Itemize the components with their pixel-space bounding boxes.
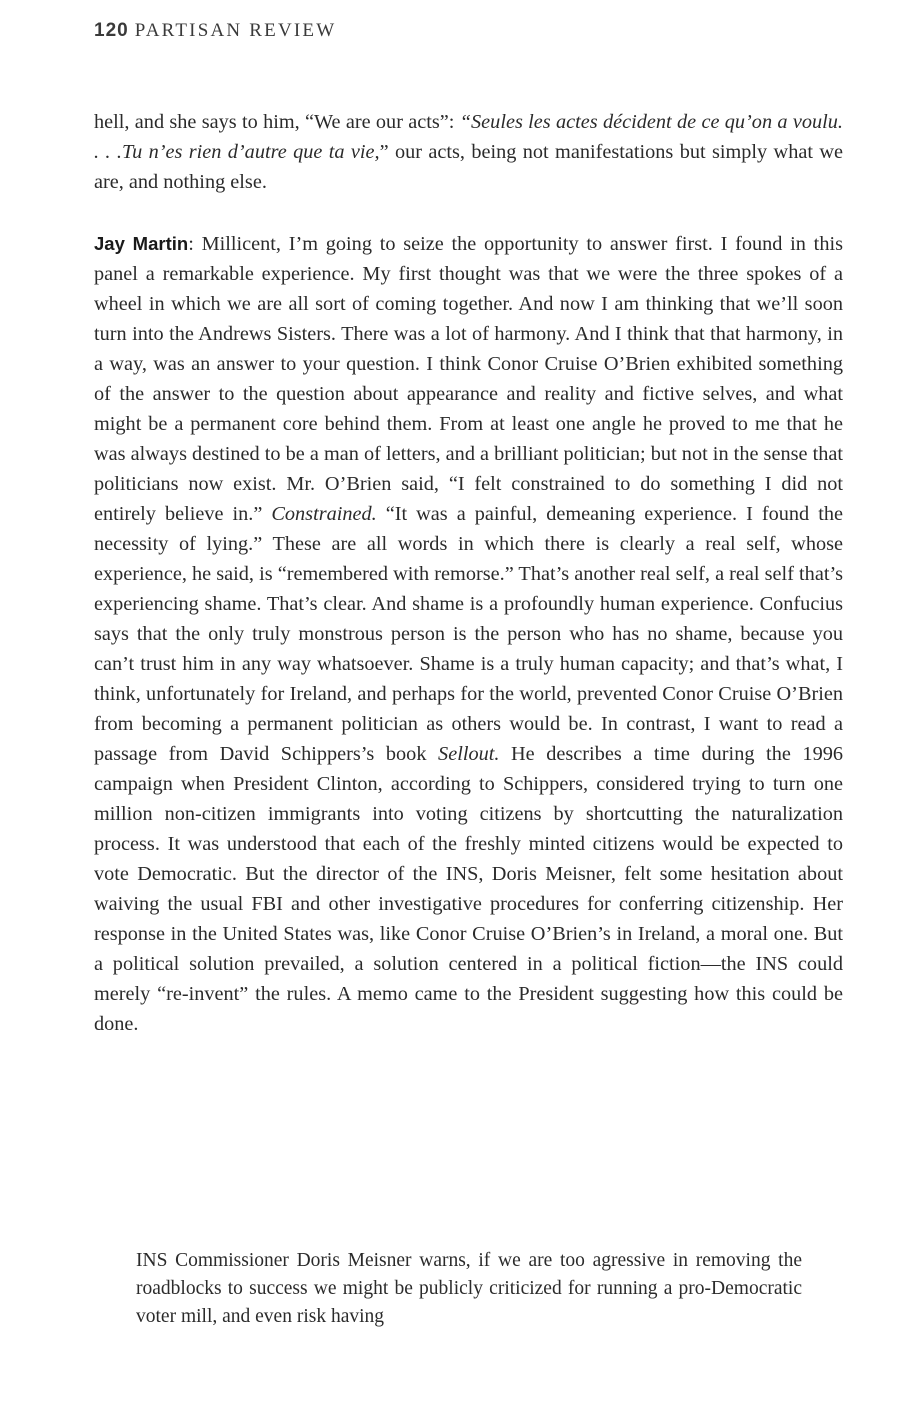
paragraph-2-text-a: : Millicent, I’m going to seize the opportunity to answer first. I found in this panel a remarkable experience. My first thought was that we were the three spokes of a wheel in which we are all sort of coming together. And now I am thinking that we’ll soon turn into the Andrews Sisters. There was a lot of harmony. And I think that that harmony, in a way, was an answer to your question. I think Conor Cruise O’Brien exhibited something of the answer to the question about appearance and reality and fictive selves, and what might be a permanent core behind them. From at least one angle he proved to me that he was always destined to be a man of letters, and a brilliant politician; but not in the sense that politicians now exist. Mr. O’Brien said, “I felt constrained to do something I did not entirely believe in.” [94, 233, 843, 525]
page-number: 120 [94, 20, 129, 41]
french-quotation: “Seules les actes décident de ce qu’on a voulu. . . .Tu n’es rien d’autre que ta vie, [94, 111, 843, 163]
paragraph-2-text-d: campaign when President Clinton, according to Schippers, considered trying to turn one million non-citizen immigrants into voting citizens by shortcutting the naturalization process. It was understood that each of the freshly minted citizens would be expected to vote Democratic. But the director of the INS, Doris Meisner, felt some hesitation about waiving the usual FBI and other investigative procedures for conferring citizenship. Her response in the United States was, like Conor Cruise O’Brien’s in Ireland, a moral one. But a political solution prevailed, a solution centered in a political fiction—the INS could merely “re-invent” the rules. A memo came to the President suggesting how this could be done. [94, 773, 843, 1035]
journal-title: PARTISAN REVIEW [134, 20, 337, 41]
book-title-sellout: Sellout. [438, 743, 500, 765]
paragraph-1 [94, 107, 843, 197]
year-1996: 1996 [802, 743, 843, 765]
running-header [94, 20, 336, 42]
paragraph-1-text-b: ” our acts, being not manifestations but simply what we are, and nothing else. [94, 141, 843, 193]
block-quote [136, 1247, 802, 1331]
paragraph-1-text-a: hell, and she says to him, “We are our acts”: [94, 111, 460, 133]
paragraph-2-text-b: “It was a painful, demeaning experience. I found the necessity of lying.” These are all words in which there is clearly a real self, whose experience, he said, is “remembered with remorse.” That’s another real self, a real self that’s experiencing shame. That’s clear. And shame is a profoundly human experience. Confucius says that the only truly monstrous person is the person who has no shame, because you can’t trust him in any way whatsoever. Shame is a truly human capacity; and that’s what, I think, unfortunately for Ireland, and perhaps for the world, prevented Conor Cruise O’Brien from becoming a permanent politician as others would be. In contrast, I want to read a passage from David Schippers’s book [94, 503, 843, 765]
paragraph-2 [94, 229, 843, 1039]
italic-constrained: Constrained. [271, 503, 377, 525]
speaker-name: Jay Martin [94, 233, 189, 254]
paragraph-2-text-c: He describes a time during the [499, 743, 803, 765]
block-quote-text: INS Commissioner Doris Meisner warns, if we are too agressive in removing the roadblocks to success we might be publicly criticized for running a pro-Democratic voter mill, and even risk having [136, 1250, 802, 1327]
